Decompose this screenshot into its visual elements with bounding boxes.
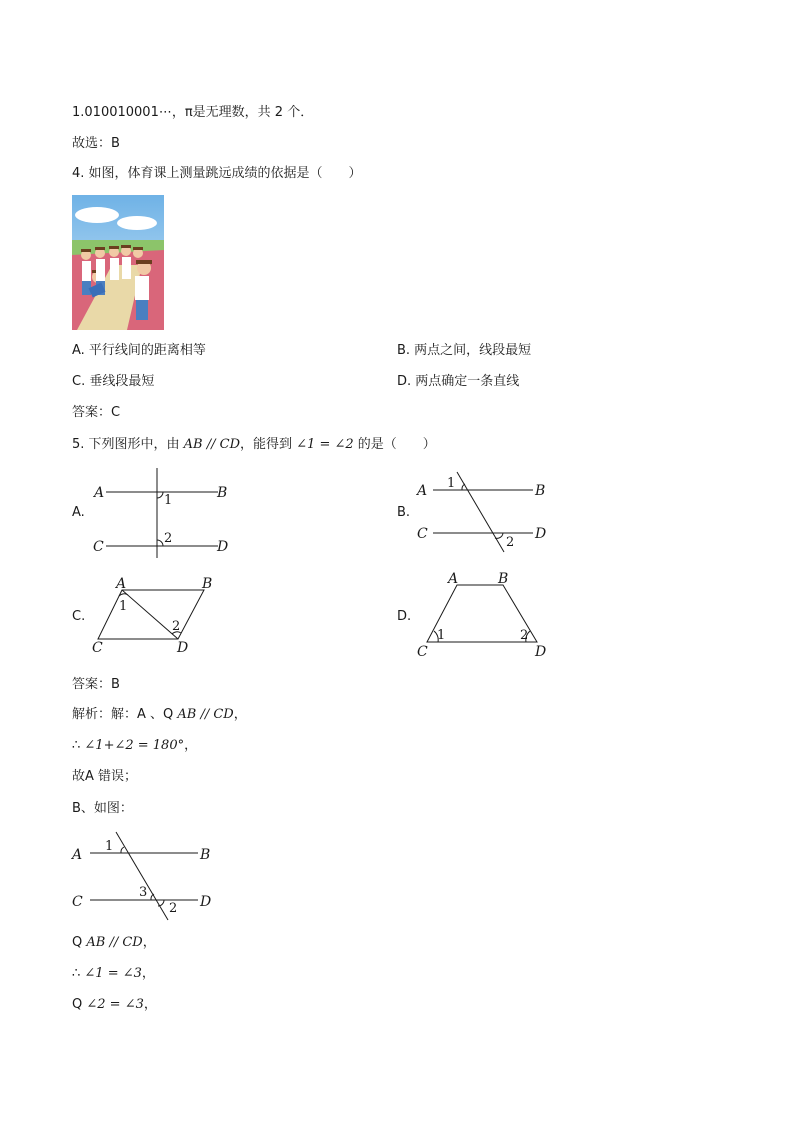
q5-parallel: AB // CD [183, 437, 241, 452]
analysis-text: ， [141, 966, 155, 981]
option-d: D. 两点确定一条直线 [397, 374, 520, 389]
q5-equation: ∠1 = ∠2 [296, 437, 354, 452]
analysis-text: ∴ [72, 738, 85, 753]
angle-2: 2 [169, 901, 178, 916]
label-c: C [417, 644, 428, 659]
analysis-line: 故A 错误； [72, 769, 138, 784]
label-b: B [217, 485, 228, 501]
analysis-text: Q [72, 997, 87, 1012]
analysis-figure [68, 830, 228, 922]
angle-3: 3 [139, 885, 148, 900]
label-d: D [177, 640, 189, 656]
figure-a [90, 464, 240, 560]
angle-2: 2 [506, 535, 515, 550]
analysis-equation: ∠1 = ∠3 [84, 966, 142, 981]
question-4: 4. 如图，体育课上测量跳远成绩的依据是（ ） [72, 166, 362, 181]
label-d: D [217, 539, 229, 555]
analysis-line [72, 706, 247, 724]
text-line: 故选：B [72, 136, 120, 151]
figure-d [413, 567, 553, 659]
label-a: A [94, 485, 105, 501]
figure-b [413, 470, 553, 555]
analysis-parallel: AB // CD [177, 707, 234, 722]
analysis-text: ， [184, 738, 198, 753]
figure-option-a-label: A. [72, 505, 85, 520]
label-b: B [535, 483, 546, 499]
option-b: B. 两点之间，线段最短 [397, 343, 532, 358]
label-a: A [448, 571, 459, 587]
label-c: C [72, 894, 83, 910]
label-d: D [535, 526, 547, 542]
analysis-equation: ∠2 = ∠3 [86, 997, 144, 1012]
option-c: C. 垂线段最短 [72, 374, 155, 389]
option-a: A. 平行线间的距离相等 [72, 343, 206, 358]
text-line: 1.010010001⋯，π是无理数，共 2 个． [72, 105, 314, 120]
label-c: C [417, 526, 428, 542]
label-c: C [92, 640, 103, 656]
angle-2: 2 [520, 628, 529, 643]
angle-2: 2 [164, 531, 173, 546]
analysis-text: Q [72, 935, 87, 950]
angle-2: 2 [172, 619, 181, 634]
label-b: B [200, 847, 211, 863]
analysis-parallel: AB // CD [86, 935, 143, 950]
analysis-text: ， [233, 707, 247, 722]
label-a: A [116, 576, 127, 592]
figure-option-d-label: D. [397, 609, 412, 624]
q5-text: 5. 下列图形中，由 [72, 437, 184, 452]
analysis-text: ， [143, 997, 157, 1012]
analysis-line [72, 934, 156, 952]
label-c: C [93, 539, 104, 555]
answer-4: 答案：C [72, 405, 121, 420]
analysis-equation: ∠1+∠2 = 180° [84, 738, 185, 753]
angle-1: 1 [105, 839, 114, 854]
analysis-line [72, 996, 157, 1014]
label-d: D [535, 644, 547, 659]
q5-text: ，能得到 [240, 437, 297, 452]
angle-1: 1 [119, 599, 128, 614]
analysis-text: ， [142, 935, 156, 950]
analysis-line: B、如图： [72, 801, 133, 816]
analysis-line [72, 965, 155, 983]
angle-1: 1 [447, 476, 456, 491]
label-b: B [498, 571, 509, 587]
label-b: B [202, 576, 213, 592]
long-jump-illustration [72, 195, 164, 330]
label-a: A [417, 483, 428, 499]
angle-1: 1 [437, 628, 446, 643]
answer-5: 答案：B [72, 677, 120, 692]
q5-text: 的是（ ） [353, 437, 436, 452]
angle-1: 1 [164, 493, 173, 508]
label-d: D [200, 894, 212, 910]
analysis-line [72, 737, 197, 755]
figure-c [88, 572, 223, 657]
figure-option-c-label: C. [72, 609, 86, 624]
analysis-text: 解析：解：A 、Q [72, 707, 178, 722]
figure-option-b-label: B. [397, 505, 411, 520]
label-a: A [72, 847, 83, 863]
question-5 [72, 436, 436, 454]
analysis-text: ∴ [72, 966, 85, 981]
